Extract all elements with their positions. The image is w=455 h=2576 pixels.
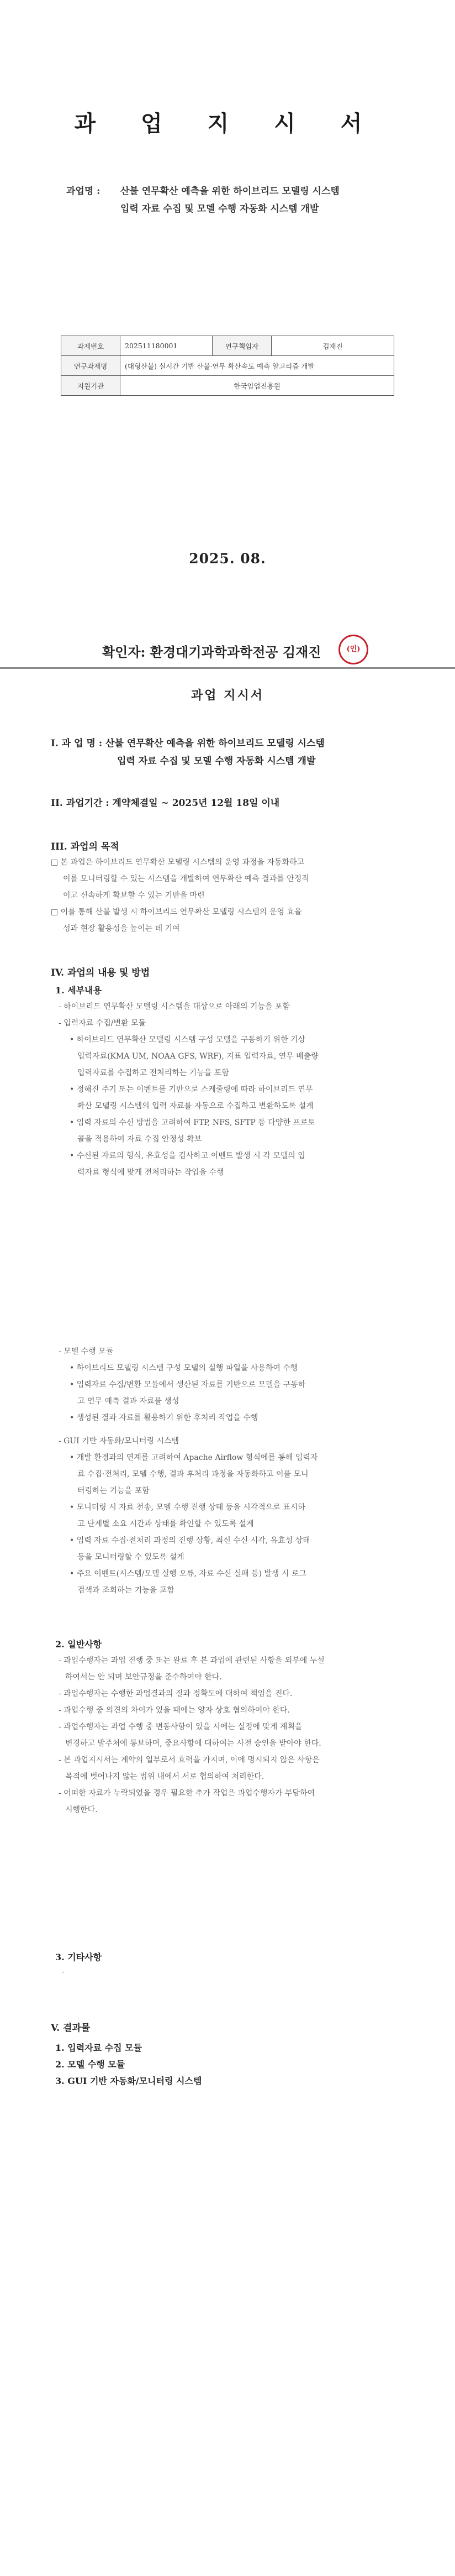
bullet-line: 검색과 조회하는 기능을 포함 [77, 1586, 174, 1595]
page2-title: 과업 지시서 [191, 688, 264, 703]
table-row [61, 376, 394, 396]
module-heading: - 입력자료 수집/변환 모듈 [59, 1019, 146, 1028]
general-block [59, 1652, 434, 1818]
bullet-line: 력자료 형식에 맞게 전처리하는 작업을 수행 [77, 1168, 224, 1177]
list-item: 3. GUI 기반 자동화/모니터링 시스템 [55, 2076, 202, 2086]
bullet-line: • 모니터링 시 자료 전송, 모델 수행 진행 상태 등을 시각적으로 표시하 [70, 1503, 305, 1512]
bullet-line: • 생성된 결과 자료를 활용하기 위한 후처리 작업을 수행 [70, 1413, 258, 1422]
task-no-label: 과제번호 [61, 336, 120, 356]
bullet-line: • 수신된 자료의 형식, 유효성을 검사하고 이벤트 발생 시 각 모델의 입 [70, 1151, 305, 1160]
bullet-line: • 하이브리드 연무확산 모델링 시스템 구성 모델을 구동하기 위한 기상 [70, 1035, 305, 1044]
agency-value: 한국임업진흥원 [120, 376, 394, 396]
document-date: 2025. 08. [189, 551, 266, 567]
bullet-line: 입력자료(KMA UM, NOAA GFS, WRF), 지표 입력자료, 연무 배출량 [77, 1052, 319, 1061]
bullet-line: 료 수집·전처리, 모델 수행, 결과 후처리 과정을 자동화하고 이를 모니 [77, 1470, 309, 1479]
task-no-value: 202511180001 [120, 336, 213, 356]
bullet-line: 확산 모델링 시스템의 입력 자료를 자동으로 수집하고 변환하도록 설계 [77, 1102, 314, 1111]
section-2: II. 과업기간 : 계약체결일 ~ 2025년 12월 18일 이내 [51, 798, 280, 809]
subsection-1-title: 1. 세부내용 [55, 985, 102, 996]
etc-dash: - [62, 1967, 65, 1976]
document-title: 과 업 지 시 서 [74, 111, 381, 137]
table-row [61, 336, 394, 356]
general-line: 변경하고 발주처에 통보하며, 중요사항에 대하여는 사전 승인을 받아야 한다. [65, 1739, 321, 1748]
general-line: - 어떠한 자료가 누락되었을 경우 필요한 추가 작업은 과업수행자가 부담하여 [59, 1789, 315, 1798]
section-1 [51, 735, 325, 752]
list-item: 2. 모델 수행 모듈 [55, 2059, 125, 2070]
general-line: - 과업수행자는 수행한 과업결과의 질과 정확도에 대하여 책임을 진다. [59, 1689, 293, 1698]
general-line: - 본 과업지시서는 계약의 일부로서 효력을 가지며, 이에 명시되지 않은 사항은 [59, 1756, 320, 1765]
general-line: 목적에 벗어나지 않는 범위 내에서 서로 협의하여 처리한다. [65, 1772, 264, 1781]
seal-stamp: (인) [338, 635, 368, 664]
module-heading: - GUI 기반 자동화/모니터링 시스템 [59, 1437, 179, 1446]
section-1-label: 과 업 명 : [61, 738, 103, 749]
section-5-title: V. 결과물 [51, 2023, 91, 2034]
purpose-line: □ 이를 통해 산불 발생 시 하이브리드 연무확산 모델링 시스템의 운영 효율 [51, 908, 302, 917]
bullet-line: 콜을 적용하여 자료 수집 안정성 확보 [77, 1135, 202, 1144]
project-label: 연구과제명 [61, 356, 120, 376]
bullet-line: • 주요 이벤트(시스템/모델 실행 오류, 자료 수신 실패 등) 발생 시 로그 [70, 1569, 306, 1578]
purpose-line: □ 본 과업은 하이브리드 연무확산 모델링 시스템의 운영 과정을 자동화하고 [51, 858, 304, 867]
general-line: 하여서는 안 되며 보안규정을 준수하여야 한다. [65, 1673, 222, 1682]
bullet-line: 입력자료를 수집하고 전처리하는 기능을 포함 [77, 1069, 229, 1077]
bullet-line: • 정해진 주기 또는 이벤트를 기반으로 스케줄링에 따라 하이브리드 연무 [70, 1085, 313, 1094]
purpose-line: 이를 모니터링할 수 있는 시스템을 개발하여 연무확산 예측 결과를 안정적 [63, 875, 309, 883]
bullet-line: • 입력 자료의 수신 방법을 고려하여 FTP, NFS, SFTP 등 다양한 프로토 [70, 1118, 315, 1127]
bullet-line: 등을 모니터링할 수 있도록 설계 [77, 1553, 184, 1562]
detail-block-b [59, 1343, 423, 1599]
subject-line-2: 입력 자료 수집 및 모델 수행 자동화 시스템 개발 [120, 203, 319, 214]
bullet-line: • 입력 자료 수집·전처리 과정의 진행 상황, 최신 수신 시각, 유효성 상태 [70, 1536, 310, 1545]
cover-subject [66, 182, 420, 218]
project-value: (대형산불) 실시간 기반 산불·연무 확산속도 예측 알고리즘 개발 [120, 356, 394, 376]
general-line: - 과업수행 중 의견의 차이가 있을 때에는 양자 상호 협의하여야 한다. [59, 1706, 290, 1715]
purpose-line: 이고 신속하게 확보할 수 있는 기반을 마련 [63, 891, 205, 900]
agency-label: 지원기관 [61, 376, 120, 396]
pi-label: 연구책임자 [213, 336, 272, 356]
pi-value: 김재진 [272, 336, 394, 356]
bullet-line: • 하이브리드 모델링 시스템 구성 모델의 실행 파일을 사용하여 수행 [70, 1364, 298, 1373]
page-divider [0, 667, 455, 669]
bullet-line: 고 연무 예측 결과 자료를 생성 [77, 1397, 179, 1406]
section-3-body [51, 854, 415, 937]
bullet-line: • 입력자료 수집/변환 모듈에서 생산된 자료를 기반으로 모델을 구동하 [70, 1380, 306, 1389]
subsection-3-title: 3. 기타사항 [55, 1952, 102, 1962]
info-table [61, 336, 394, 396]
bullet-line: 고 단계별 소요 시간과 상태를 확인할 수 있도록 설계 [77, 1520, 254, 1528]
general-line: - 과업수행자는 과업 수행 중 변동사항이 있을 시에는 실정에 맞게 계획을 [59, 1722, 303, 1731]
section-1-line-1: 산불 연무확산 예측을 위한 하이브리드 모델링 시스템 [105, 738, 325, 749]
section-1-num: I. [51, 738, 59, 749]
list-item: 1. 입력자료 수집 모듈 [55, 2043, 142, 2053]
deliverables-list [55, 2040, 202, 2090]
detail-line: - 하이브리드 연무확산 모델링 시스템을 대상으로 아래의 기능을 포함 [59, 1002, 290, 1011]
purpose-line: 성과 현장 활용성을 높이는 데 기여 [63, 924, 180, 933]
section-4-title: IV. 과업의 내용 및 방법 [51, 967, 150, 978]
bullet-line: 터링하는 기능을 포함 [77, 1486, 150, 1495]
bullet-line: • 개발 환경과의 연계를 고려하여 Apache Airflow 형식에를 통해 입력자 [70, 1453, 318, 1462]
general-line: 시행한다. [65, 1805, 98, 1814]
general-line: - 과업수행자는 과업 진행 중 또는 완료 후 본 과업에 관련된 사항을 외부에 누설 [59, 1656, 325, 1665]
detail-block-a [59, 998, 423, 1181]
confirmer: 확인자: 환경대기과학과학전공 김재진 [102, 644, 321, 660]
subject-line-1: 산불 연무확산 예측을 위한 하이브리드 모델링 시스템 [120, 186, 340, 197]
subsection-2-title: 2. 일반사항 [55, 1639, 102, 1650]
table-row [61, 356, 394, 376]
subject-label: 과업명 : [66, 186, 100, 197]
section-1-line-2: 입력 자료 수집 및 모델 수행 자동화 시스템 개발 [117, 756, 316, 767]
section-3-title: III. 과업의 목적 [51, 841, 119, 852]
module-heading: - 모델 수행 모듈 [59, 1347, 114, 1356]
